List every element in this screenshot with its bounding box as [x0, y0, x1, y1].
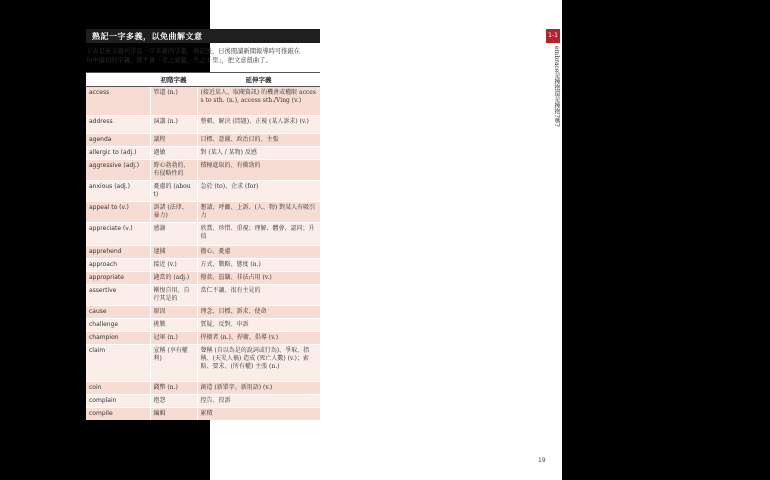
table-row — [86, 259, 320, 272]
table-header-row — [86, 73, 320, 87]
word-cell: coin — [86, 382, 150, 395]
table-row — [86, 87, 320, 116]
basic-meaning-cell: 冠軍 (n.) — [150, 332, 197, 345]
basic-meaning-cell: 逮捕 — [150, 246, 197, 259]
extended-meaning-cell: 理念、目標、訴求、使命 — [197, 306, 320, 319]
basic-meaning-cell: 憂慮的 (about) — [150, 181, 197, 202]
table-body — [86, 87, 320, 421]
vocabulary-table — [86, 72, 320, 420]
section-title: 熟記一字多義，以免曲解文意 — [86, 29, 320, 43]
extended-meaning-cell: 質疑、反對、申訴 — [197, 319, 320, 332]
extended-meaning-cell: 捍衛者 (n.)、捍衛、倡導 (v.) — [197, 332, 320, 345]
basic-meaning-cell: 接近 (v.) — [150, 259, 197, 272]
extended-meaning-cell: 控告、投訴 — [197, 395, 320, 408]
extended-meaning-cell: 目標、意圖、政治目的、主張 — [197, 134, 320, 147]
extended-meaning-cell: 懇請、呼籲、上訴、(人、物) 對某人有吸引力 — [197, 202, 320, 223]
table-row — [86, 345, 320, 382]
header-word — [86, 73, 150, 87]
word-cell: address — [86, 116, 150, 134]
word-cell: claim — [86, 345, 150, 382]
basic-meaning-cell: 過敏 — [150, 147, 197, 160]
word-cell: access — [86, 87, 150, 116]
basic-meaning-cell: 管道 (n.) — [150, 87, 197, 116]
extended-meaning-cell: 積極進取的、有衝勁的 — [197, 160, 320, 181]
header-extended-meaning: 延伸字義 — [197, 73, 320, 87]
table-row — [86, 246, 320, 259]
word-cell: cause — [86, 306, 150, 319]
intro-line-2: 句中適切的字義，就不會「差之毫釐，失之千里」，把文意扭曲了。 — [86, 57, 272, 64]
basic-meaning-cell: 原因 — [150, 306, 197, 319]
basic-meaning-cell: 演講 (n.) — [150, 116, 197, 134]
extended-meaning-cell: 方式、戰略、態度 (n.) — [197, 259, 320, 272]
extended-meaning-cell: 欣賞、珍惜、重視；理解、體會、認同；升值 — [197, 223, 320, 246]
intro-line-1: 下表是英美報刊常見一字多義的字彙，熟記後，日後閱讀新聞報導時可推敲在 — [86, 48, 301, 55]
extended-meaning-cell: 累積 — [197, 408, 320, 421]
extended-meaning-cell: 對 (某人 / 某物) 反感 — [197, 147, 320, 160]
word-cell: allergic to (adj.) — [86, 147, 150, 160]
word-cell: anxious (adj.) — [86, 181, 150, 202]
table-row — [86, 134, 320, 147]
word-cell: assertive — [86, 285, 150, 306]
word-cell: approach — [86, 259, 150, 272]
basic-meaning-cell: 野心勃勃的、有侵略性的 — [150, 160, 197, 181]
intro-paragraph — [86, 47, 324, 65]
table-row — [86, 160, 320, 181]
table-row — [86, 223, 320, 246]
word-cell: challenge — [86, 319, 150, 332]
word-cell: appropriate — [86, 272, 150, 285]
extended-meaning-cell: 創造 (新單字、新用語) (v.) — [197, 382, 320, 395]
table-row — [86, 147, 320, 160]
table-row — [86, 272, 320, 285]
extended-meaning-cell: 當仁不讓、很有主見的 — [197, 285, 320, 306]
chapter-tab: 1-1 — [546, 29, 560, 43]
extended-meaning-cell: 撥款、盜竊、非法占用 (v.) — [197, 272, 320, 285]
table-row — [86, 202, 320, 223]
word-cell: agenda — [86, 134, 150, 147]
table-row — [86, 395, 320, 408]
table-row — [86, 181, 320, 202]
word-cell: complain — [86, 395, 150, 408]
word-cell: appreciate (v.) — [86, 223, 150, 246]
basic-meaning-cell: 抱怨 — [150, 395, 197, 408]
extended-meaning-cell: 整頓、解決 (問題)、正視 (某人訴求) (v.) — [197, 116, 320, 134]
word-cell: apprehend — [86, 246, 150, 259]
table-row — [86, 332, 320, 345]
basic-meaning-cell: 宣稱 (享有權利) — [150, 345, 197, 382]
extended-meaning-cell: (接近某人、取閱資訊) 的機會或權限 access to sth. (n.), access sth./Ving (v.) — [197, 87, 320, 116]
basic-meaning-cell: 訴諸 (法律、暴力) — [150, 202, 197, 223]
page-number: 19 — [538, 457, 546, 464]
word-cell: aggressive (adj.) — [86, 160, 150, 181]
basic-meaning-cell: 剛愎自用、自行其是的 — [150, 285, 197, 306]
word-cell: compile — [86, 408, 150, 421]
basic-meaning-cell: 感謝 — [150, 223, 197, 246]
extended-meaning-cell: 急於 (to)、企求 (for) — [197, 181, 320, 202]
table-row — [86, 382, 320, 395]
table-row — [86, 116, 320, 134]
table-row — [86, 306, 320, 319]
basic-meaning-cell: 挑戰 — [150, 319, 197, 332]
basic-meaning-cell: 錢幣 (n.) — [150, 382, 197, 395]
extended-meaning-cell: 擔心、憂慮 — [197, 246, 320, 259]
word-cell: appeal to (v.) — [86, 202, 150, 223]
extended-meaning-cell: 聲稱 (自以為是的說詞或行為)、爭取、指稱、(天災人禍) 造成 (死亡人數) (v.)；索賠、要求、(所有權) 主張 (n.) — [197, 345, 320, 382]
basic-meaning-cell: 編輯 — [150, 408, 197, 421]
basic-meaning-cell: 議程 — [150, 134, 197, 147]
header-basic-meaning: 初階字義 — [150, 73, 197, 87]
table-row — [86, 285, 320, 306]
running-header: embrace是擁抱還是擁抱?嗎? — [553, 46, 560, 127]
basic-meaning-cell: 適當的 (adj.) — [150, 272, 197, 285]
table-row — [86, 408, 320, 421]
word-cell: champion — [86, 332, 150, 345]
table-row — [86, 319, 320, 332]
